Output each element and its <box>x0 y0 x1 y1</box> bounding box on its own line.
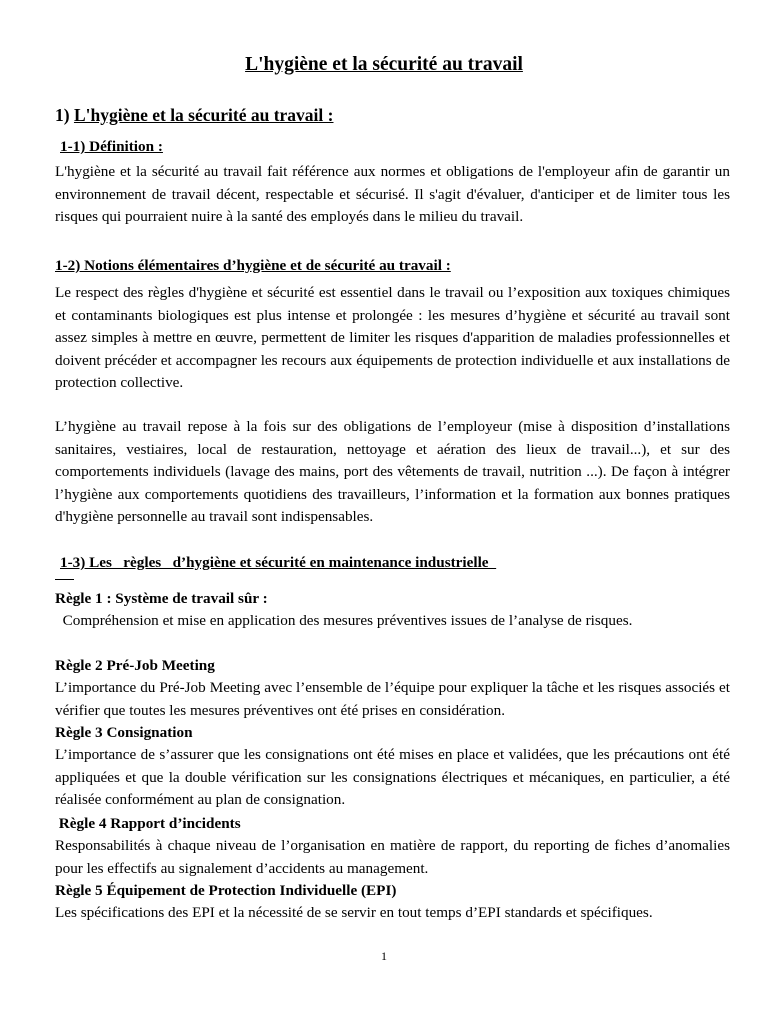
subsection-1-1-heading: 1-1) Définition : <box>60 138 163 155</box>
heading-underline-remnant <box>55 579 74 580</box>
document-title: L'hygiène et la sécurité au travail <box>245 54 523 75</box>
notions-paragraph-1: Le respect des règles d'hygiène et sécurité est essentiel dans le travail ou l’exposition aux toxiques chimiques et contaminants biologiques est plus intense et prolongée : les mesures d’hygiène et sécurité au travail sont assez simples à mettre en œuvre, permettent de limiter les risques d'apparition de maladies professionnelles et doivent précéder et accompagner les recours aux équipements de protection individuelle et aux installations de protection collective. <box>55 284 730 392</box>
section-1-number: 1) <box>55 105 74 125</box>
definition-paragraph: L'hygiène et la sécurité au travail fait référence aux normes et obligations de l'employeur afin de garantir un environnement de travail décent, respectable et sécurisé. Il s'agit d'évaluer, d'anticiper et de limiter tous les risques qui pourraient nuire à la santé des employés dans le milieu du travail. <box>55 163 730 226</box>
rule-4-title: Règle 4 Rapport d’incidents <box>55 815 241 832</box>
rule-4-text: Responsabilités à chaque niveau de l’organisation en matière de rapport, du reporting de fiches d’anomalies pour les effectifs au signalement d’accidents au management. <box>55 837 730 877</box>
notions-paragraph-2: L’hygiène au travail repose à la fois sur des obligations de l’employeur (mise à disposition d’installations sanitaires, vestiaires, local de restauration, nettoyage et aération des lieux de travail...), et sur des comportements individuels (lavage des mains, port des vêtements de travail, nutrition ...). De façon à intégrer l’hygiène aux comportements quotidiens des travailleurs, l’information et la formation aux bonnes pratiques d'hygiène personnelle au travail sont indispensables. <box>55 418 730 526</box>
rule-5-title: Règle 5 Équipement de Protection Individuelle (EPI) <box>55 882 397 899</box>
rule-2-title: Règle 2 Pré-Job Meeting <box>55 657 215 674</box>
rule-5-text: Les spécifications des EPI et la nécessité de se servir en tout temps d’EPI standards et spécifiques. <box>55 904 653 921</box>
page-number: 1 <box>381 949 387 963</box>
rule-1-title: Règle 1 : Système de travail sûr : <box>55 590 268 607</box>
subsection-1-2-heading: 1-2) Notions élémentaires d’hygiène et de sécurité au travail : <box>55 257 451 274</box>
section-1-title: L'hygiène et la sécurité au travail : <box>73 105 334 125</box>
section-1-heading <box>55 103 334 127</box>
rule-2-text: L’importance du Pré-Job Meeting avec l’ensemble de l’équipe pour expliquer la tâche et les risques associés et vérifier que toutes les mesures préventives ont été prises en considération. <box>55 679 730 719</box>
rule-1-text: Compréhension et mise en application des mesures préventives issues de l’analyse de risques. <box>55 612 633 629</box>
subsection-1-3-heading: 1-3) Les règles d’hygiène et sécurité en maintenance industrielle <box>60 554 497 571</box>
rule-3-text: L’importance de s’assurer que les consignations ont été mises en place et validées, que les précautions ont été appliquées et que la double vérification sur les consignations électriques et mécaniques, en particulier, a été réalisée conformément au plan de consignation. <box>55 746 730 809</box>
rule-3-title: Règle 3 Consignation <box>55 724 193 741</box>
